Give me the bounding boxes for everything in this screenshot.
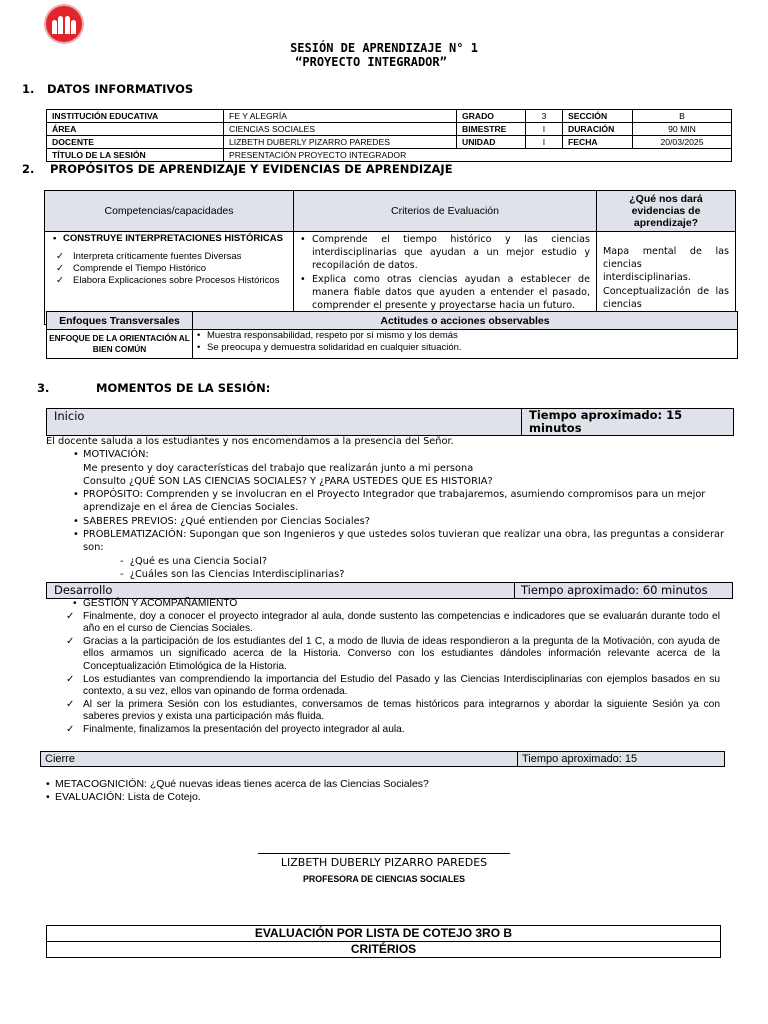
- cierre-label: Cierre: [45, 753, 75, 765]
- cell-value: I: [526, 123, 563, 136]
- cell-label: SECCIÓN: [563, 110, 633, 123]
- criterio-item: • Comprende el tiempo histórico y las ciencias interdisciplinarias que ayudan a un mejor estudio y recopilación de datos.: [300, 234, 590, 272]
- desarrollo-content: [56, 598, 720, 737]
- actitud-item: • Muestra responsabilidad, respeto por sí mismo y los demás: [197, 330, 458, 341]
- school-logo: [46, 6, 82, 42]
- criterio-item: • Explica como otras ciencias ayudan a establecer de manera fiable datos que ayuden a entender el pasado, comprender el presente y proyectarse hacia un futuro.: [300, 273, 590, 312]
- actitud-item: • Se preocupa y demuestra solidaridad en cualquier situación.: [197, 342, 462, 353]
- evaluacion-table: [46, 925, 721, 958]
- list-item: • PROPÓSITO: Comprenden y se involucran en el Proyecto Integrador que trabajaremos, asumiendo compromisos para un mejor aprendizaje en el área de Ciencias Sociales.: [83, 488, 736, 515]
- table-header-row: [47, 312, 738, 330]
- list-item: • MOTIVACIÓN: Me presento y doy características del trabajo que realizarán junto a mi persona Consulto ¿QUÉ SON LAS CIENCIAS SOCIALES? Y ¿PARA USTEDES QUE ES HISTORIA?: [83, 448, 736, 488]
- enfoques-header: Enfoques Transversales: [47, 312, 193, 330]
- gestion-heading: • GESTIÓN Y ACOMPAÑAMIENTO: [73, 598, 238, 609]
- cell-label: INSTITUCIÓN EDUCATIVA: [47, 110, 224, 123]
- desarrollo-item: ✓ Los estudiantes van comprendiendo la importancia del Estudio del Pasado y las Ciencias Interdisciplinarias con ejemplos basados en su contexto, a su vez, ellos van opinando de forma ordenada.: [66, 673, 720, 698]
- section3-heading: MOMENTOS DE LA SESIÓN:: [96, 381, 271, 395]
- fe-y-alegria-logo-icon: [52, 14, 76, 34]
- pregunta-item: - ¿Cuáles son las Ciencias Interdisciplinarias?: [120, 568, 345, 580]
- evidencia-cell: Mapa mental de las ciencias interdisciplinarias. Conceptualización de las ciencias: [597, 232, 736, 325]
- pregunta-item: - ¿Qué es una Ciencia Social?: [120, 555, 268, 567]
- cell-label: FECHA: [563, 136, 633, 149]
- cell-value: CIENCIAS SOCIALES: [224, 123, 457, 136]
- inicio-bar: [46, 408, 734, 436]
- inicio-intro: El docente saluda a los estudiantes y nos encomendamos a la presencia del Señor.: [46, 436, 454, 447]
- signature-line: [258, 853, 510, 854]
- capacidad-item: ✓ Interpreta críticamente fuentes Diversas: [56, 251, 242, 262]
- cell-value: PRESENTACIÓN PROYECTO INTEGRADOR: [224, 149, 732, 162]
- list-item: • PROBLEMATIZACIÓN: Supongan que son Ingenieros y que ustedes solos tuvieran que realizar una obra, las preguntas a considerar son:: [83, 528, 736, 555]
- cell-value: 20/03/2025: [633, 136, 732, 149]
- inicio-time: Tiempo aproximado: 15 minutos: [529, 408, 683, 435]
- cell-value: 90 MIN: [633, 123, 732, 136]
- cell-value: B: [633, 110, 732, 123]
- section2-heading: PROPÓSITOS DE APRENDIZAJE Y EVIDENCIAS DE APRENDIZAJE: [50, 162, 453, 176]
- datos-informativos-table: [46, 109, 732, 162]
- cell-value: LIZBETH DUBERLY PIZARRO PAREDES: [224, 136, 457, 149]
- table-row: [47, 149, 732, 162]
- desarrollo-bar: [46, 582, 733, 599]
- table-row: [47, 330, 738, 359]
- evaluacion-criterios: CRITÉRIOS: [46, 942, 721, 958]
- actitudes-cell: [193, 330, 738, 359]
- cierre-content: [46, 778, 429, 804]
- inicio-label: Inicio: [54, 409, 85, 423]
- page-subtitle: “PROYECTO INTEGRADOR”: [295, 55, 447, 69]
- desarrollo-item: ✓ Gracias a la participación de los estudiantes del 1 C, a modo de lluvia de ideas respondieron a la pregunta de la Motivación, con ayuda de ellos armamos un significado acerca de la Historia. Converso con los estudiantes dándoles información relevante acerca de la Conceptualización Etimológica de la Historia.: [66, 635, 720, 672]
- table-row: [47, 123, 732, 136]
- cell-label: DURACIÓN: [563, 123, 633, 136]
- cierre-time: Tiempo aproximado: 15: [522, 753, 638, 765]
- col-header: Criterios de Evaluación: [294, 191, 597, 232]
- competencia: • CONSTRUYE INTERPRETACIONES HISTÓRICAS: [53, 233, 283, 244]
- table-row: [47, 136, 732, 149]
- table-row: [47, 110, 732, 123]
- signature-role: PROFESORA DE CIENCIAS SOCIALES: [303, 874, 465, 884]
- list-item: • EVALUACIÓN: Lista de Cotejo.: [46, 791, 201, 803]
- col-header: ¿Qué nos dará evidencias de aprendizaje?: [597, 191, 736, 232]
- desarrollo-item: ✓ Finalmente, doy a conocer el proyecto integrador al aula, donde sustento las competencias e indicadores que se evaluarán durante todo el año en el curso de Ciencias Sociales.: [66, 610, 720, 635]
- cierre-bar: [40, 751, 725, 767]
- cell-label: DOCENTE: [47, 136, 224, 149]
- cell-label: UNIDAD: [457, 136, 526, 149]
- desarrollo-label: Desarrollo: [54, 583, 113, 597]
- desarrollo-item: ✓ Finalmente, finalizamos la presentación del proyecto integrador al aula.: [66, 723, 405, 735]
- cell-label: BIMESTRE: [457, 123, 526, 136]
- section1-number: 1.: [22, 82, 35, 96]
- cell-value: FE Y ALEGRÍA: [224, 110, 457, 123]
- propositos-table: [44, 190, 736, 325]
- desarrollo-time: Tiempo aproximado: 60 minutos: [521, 583, 708, 597]
- list-item: • METACOGNICIÓN: ¿Qué nuevas ideas tienes acerca de las Ciencias Sociales?: [46, 778, 429, 790]
- list-item: • SABERES PREVIOS: ¿Qué entienden por Ciencias Sociales?: [83, 515, 736, 528]
- desarrollo-item: ✓ Al ser la primera Sesión con los estudiantes, conversamos de temas históricos para integrarnos y abordar la siguiente Sesión ya con saberes previos y exista una participación más fluida.: [66, 698, 720, 723]
- capacidad-item: ✓ Elabora Explicaciones sobre Procesos Históricos: [56, 275, 280, 286]
- cell-label: GRADO: [457, 110, 526, 123]
- capacidad-item: ✓ Comprende el Tiempo Histórico: [56, 263, 207, 274]
- section1-heading: DATOS INFORMATIVOS: [47, 82, 194, 96]
- evaluacion-title: EVALUACIÓN POR LISTA DE COTEJO 3RO B: [46, 925, 721, 942]
- cell-label: ÁREA: [47, 123, 224, 136]
- table-header-row: [45, 191, 736, 232]
- section2-number: 2.: [22, 162, 35, 176]
- col-header: Competencias/capacidades: [45, 191, 294, 232]
- section3-number: 3.: [37, 381, 50, 395]
- page-title: SESIÓN DE APRENDIZAJE N° 1: [290, 41, 478, 55]
- enfoque-cell: ENFOQUE DE LA ORIENTACIÓN AL BIEN COMÚN: [47, 330, 193, 359]
- enfoques-table: [46, 311, 738, 359]
- cell-label: TÍTULO DE LA SESIÓN: [47, 149, 224, 162]
- actitudes-header: Actitudes o acciones observables: [193, 312, 738, 330]
- inicio-content: [46, 435, 736, 595]
- signature-name: LIZBETH DUBERLY PIZARRO PAREDES: [280, 856, 488, 869]
- cell-value: I: [526, 136, 563, 149]
- cell-value: 3: [526, 110, 563, 123]
